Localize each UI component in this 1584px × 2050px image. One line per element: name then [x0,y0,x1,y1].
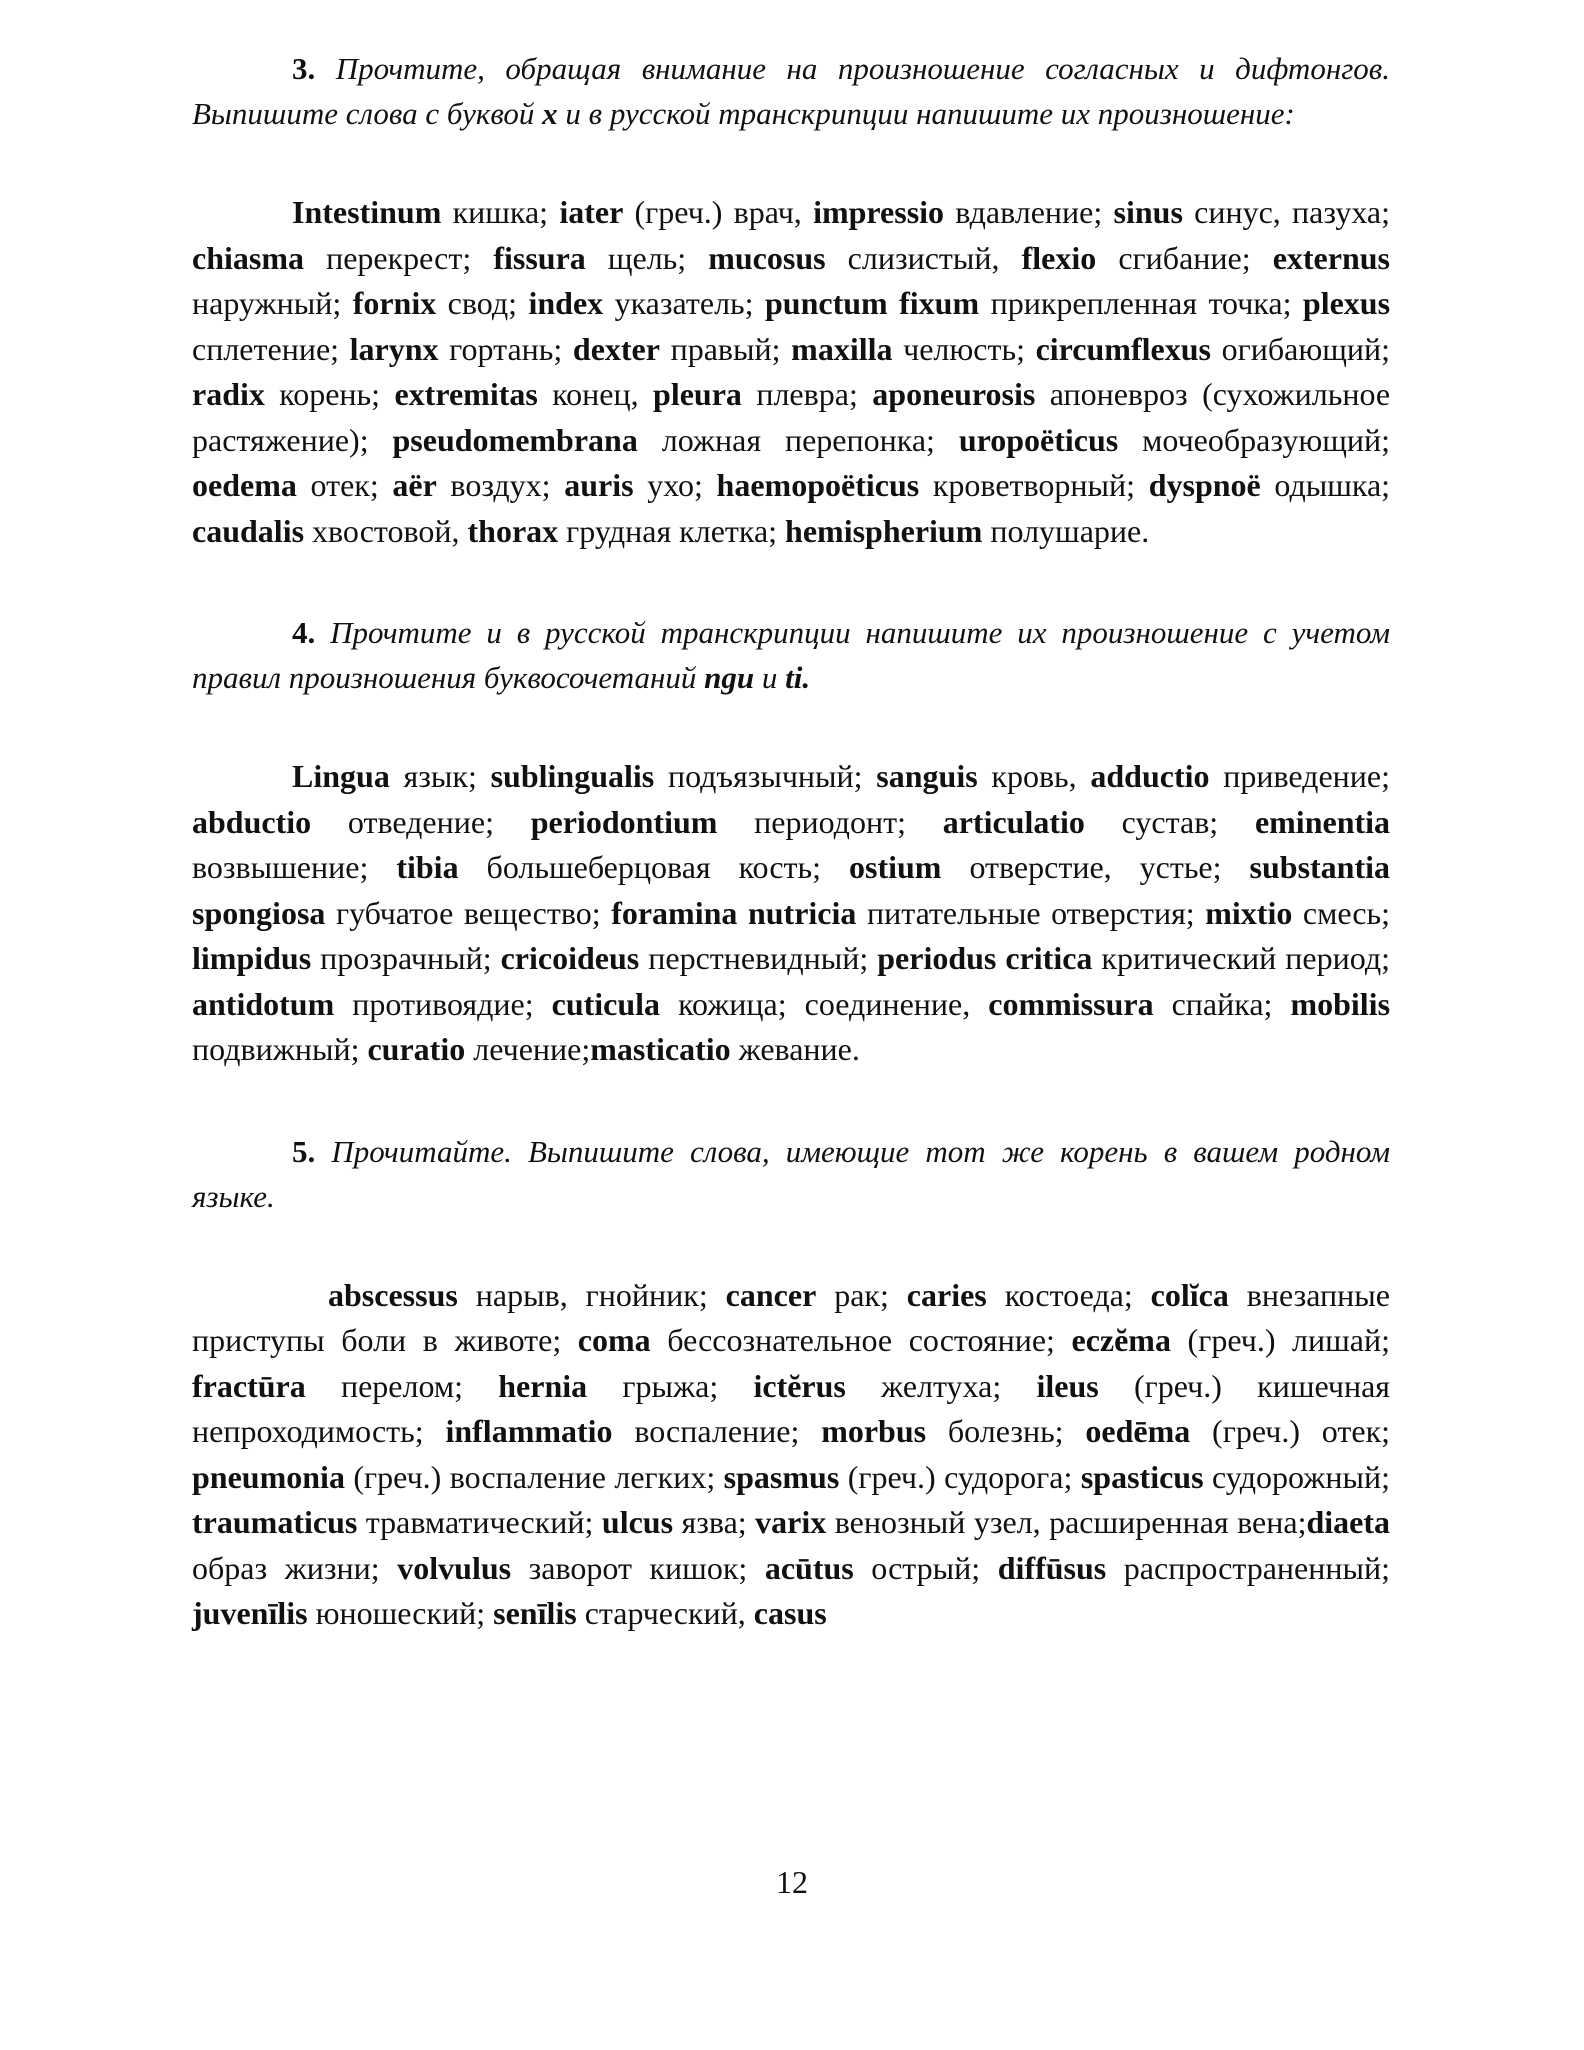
latin-term: sanguis [876,758,978,794]
translation-text: прикрепленная точка; [979,285,1303,321]
translation-text: перекрест; [304,239,494,276]
latin-term: volvulus [397,1549,512,1586]
latin-term: mixtio [1205,894,1293,931]
latin-term: varix [755,1504,827,1540]
latin-term: chiasma [192,239,304,276]
latin-term: pleura [653,376,742,412]
latin-term: Lingua [292,758,390,794]
latin-term: circumflexus [1035,330,1211,367]
latin-term: eminentia [1254,803,1391,840]
latin-term: extremitas [394,376,538,412]
latin-term: diaeta [1306,1504,1391,1540]
translation-text: рак; [816,1276,907,1313]
translation-text: язык; [389,758,491,794]
translation-text: критический период; [1092,940,1390,976]
translation-text: венозный узел, расширенная вена; [826,1504,1307,1540]
latin-term: eczĕma [1071,1322,1171,1358]
translation-text: распространенный; [1106,1549,1391,1586]
latin-term: flexio [1021,239,1097,276]
latin-term: curatio [367,1031,466,1067]
translation-text: кроветворный; [919,467,1149,503]
latin-term: masticatio [590,1031,731,1067]
translation-text: (греч.) воспаление легких; [344,1458,724,1495]
translation-text: (греч.) судорога; [839,1458,1081,1495]
latin-term: commissura [988,985,1154,1022]
latin-term: Intestinum [292,194,442,230]
latin-term: fissura [493,239,586,276]
latin-term: pneumonia [192,1458,345,1495]
translation-text: (греч.) врач, [623,194,814,230]
latin-term: limpidus [192,940,312,976]
translation-text: конец, [537,376,654,412]
translation-text: спайка; [1153,985,1291,1022]
translation-text: синус, пазуха; [1182,194,1391,230]
exercise-4-instruction [192,610,1390,700]
latin-term: ti. [785,660,811,695]
latin-term: abductio [192,803,312,840]
exercise-5-instruction [192,1129,1390,1219]
translation-text: Прочтите и в русской транскрипции напишите их произношение с учетом правил произношения буквосочетаний [192,615,1390,695]
translation-text: желтуха; [845,1367,1037,1404]
latin-term: inflammatio [445,1413,613,1449]
translation-text: отведение; [311,803,531,840]
translation-text: заворот кишок; [511,1549,765,1586]
latin-term: abscessus [328,1276,458,1313]
latin-term: foramina nutricia [611,894,857,931]
latin-term: substantia spongiosa [192,849,1391,931]
translation-text: отверстие, устье; [941,849,1250,885]
exercise-5-number: 5. [292,1133,316,1169]
translation-text: бессознательное состояние; [650,1322,1072,1358]
translation-text: кровь, [977,758,1091,794]
translation-text: грыжа; [587,1367,754,1404]
latin-term: pseudomembrana [392,421,638,458]
latin-term: ileus [1036,1367,1099,1404]
translation-text: перстневидный; [639,940,878,976]
latin-term: caries [906,1276,987,1313]
latin-term: casus [753,1595,827,1631]
translation-text: отек; [296,467,393,503]
translation-text: костоеда; [986,1276,1151,1313]
translation-text: нарыв, гнойник; [457,1276,726,1313]
translation-text: (греч.) отек; [1190,1413,1391,1449]
latin-term: juvenīlis [192,1595,308,1631]
latin-term: articulatio [942,803,1085,840]
latin-term: hemispherium [785,512,983,549]
latin-term: ulcus [601,1504,674,1540]
latin-term: externus [1272,239,1390,276]
translation-text: и [754,660,786,695]
translation-text: возвышение; [192,849,397,885]
translation-text: жевание. [730,1031,860,1067]
translation-text: воспаление; [612,1413,822,1449]
translation-text: большеберцовая кость; [458,849,849,885]
latin-term: coma [577,1322,651,1358]
exercise-3-number: 3. [292,51,316,86]
translation-text: правый; [659,330,792,367]
latin-term: auris [564,467,634,503]
latin-term: cancer [725,1276,817,1313]
translation-text: Прочтите, обращая внимание на произношение согласных и дифтонгов. Выпишите слова с буквой [192,51,1390,131]
translation-text: противоядие; [334,985,552,1022]
latin-term: cuticula [551,985,661,1022]
translation-text: (греч.) кишечная непроходимость; [192,1367,1390,1449]
translation-text: огибающий; [1210,330,1390,367]
translation-text: одышка; [1260,467,1391,503]
translation-text: прозрачный; [311,940,501,976]
translation-text: судорожный; [1203,1458,1390,1495]
latin-term: ictĕrus [753,1367,846,1404]
translation-text: юношеский; [307,1595,494,1631]
page-content [192,46,1390,1637]
translation-text: указатель; [603,285,765,321]
exercise-4-instruction-text [192,615,1390,695]
translation-text: сустав; [1084,803,1255,840]
latin-term: x [542,96,558,131]
latin-term: fractūra [192,1367,306,1404]
translation-text: лечение; [465,1031,591,1067]
latin-term: periodus critica [877,940,1093,976]
translation-text: полушарие. [982,512,1150,549]
translation-text: сгибание; [1096,239,1273,276]
latin-term: mobilis [1290,985,1391,1022]
exercise-3-instruction-text [192,51,1390,131]
latin-term: iater [559,194,624,230]
translation-text: подвижный; [192,1031,368,1067]
translation-text: смесь; [1292,894,1391,931]
latin-term: cricoideus [500,940,640,976]
latin-term: oedema [192,467,297,503]
latin-term: sublingualis [490,758,655,794]
translation-text: периодонт; [717,803,943,840]
page-number: 12 [776,1864,808,1900]
translation-text: корень; [264,376,395,412]
translation-text: ложная перепонка; [637,421,959,458]
latin-term: mucosus [708,239,826,276]
translation-text: внезапные приступы боли в животе; [192,1276,1391,1358]
translation-text: апоневроз (сухожильное растяжение); [192,376,1391,458]
translation-text: перелом; [305,1367,499,1404]
translation-text: образ жизни; [192,1549,398,1586]
latin-term: fornix [352,285,437,321]
translation-text: свод; [436,285,529,321]
latin-term: colĭca [1150,1276,1229,1313]
translation-text: плевра; [741,376,873,412]
exercise-3-vocabulary [192,190,1390,554]
latin-term: radix [192,376,265,412]
latin-term: hernia [498,1367,588,1404]
exercise-4-number: 4. [292,615,316,650]
latin-term: adductio [1090,758,1210,794]
latin-term: diffūsus [997,1549,1107,1586]
latin-term: spasmus [723,1458,840,1495]
latin-term: uropoëticus [958,421,1119,458]
translation-text: наружный; [192,285,353,321]
translation-text: слизистый, [825,239,1022,276]
translation-text: вдавление; [944,194,1114,230]
latin-term: traumaticus [192,1504,358,1540]
latin-term: senīlis [493,1595,577,1631]
latin-term: impressio [813,194,945,230]
exercise-3-instruction [192,46,1390,136]
translation-text: (греч.) лишай; [1170,1322,1390,1358]
latin-term: antidotum [192,985,335,1022]
latin-term: morbus [821,1413,927,1449]
translation-text: подъязычный; [654,758,877,794]
translation-text: челюсть; [892,330,1036,367]
latin-term: thorax [467,512,559,549]
latin-term: ostium [849,849,942,885]
translation-text: кишка; [441,194,560,230]
translation-text: приведение; [1209,758,1390,794]
exercise-5-vocabulary [192,1273,1390,1637]
translation-text: сплетение; [192,330,350,367]
translation-text: мочеобразующий; [1118,421,1391,458]
latin-term: sinus [1113,194,1183,230]
translation-text: щель; [585,239,709,276]
translation-text: и в русской транскрипции напишите их произношение: [557,96,1295,131]
latin-term: aër [392,467,437,503]
latin-term: ngu [704,660,755,695]
latin-term: larynx [349,330,439,367]
latin-term: caudalis [192,512,305,549]
latin-term: periodontium [530,803,718,840]
translation-text: ухо; [633,467,717,503]
translation-text: язва; [673,1504,756,1540]
latin-term: spasticus [1080,1458,1204,1495]
translation-text: травматический; [357,1504,602,1540]
translation-text: острый; [853,1549,998,1586]
translation-text: старческий, [576,1595,754,1631]
latin-term: acūtus [764,1549,854,1586]
latin-term: dexter [572,330,660,367]
latin-term: aponeurosis [872,376,1036,412]
translation-text: хвостовой, [304,512,468,549]
exercise-5-instruction-text [192,1134,1390,1214]
translation-text: гортань; [438,330,573,367]
translation-text: болезнь; [926,1413,1086,1449]
latin-term: index [528,285,604,321]
translation-text: Прочитайте. Выпишите слова, имеющие тот же корень в вашем родном языке. [192,1133,1390,1214]
latin-term: dyspnoë [1148,467,1261,503]
latin-term: punctum fixum [764,285,980,321]
translation-text: воздух; [436,467,565,503]
translation-text: питательные отверстия; [856,894,1206,931]
translation-text: кожица; соединение, [660,985,989,1022]
latin-term: oedēma [1085,1413,1191,1449]
latin-term: maxilla [791,330,893,367]
latin-term: tibia [396,849,459,885]
translation-text: губчатое вещество; [325,894,612,931]
latin-term: haemopoëticus [716,467,920,503]
latin-term: plexus [1302,285,1391,321]
translation-text: грудная клетка; [558,512,786,549]
exercise-4-vocabulary [192,754,1390,1073]
